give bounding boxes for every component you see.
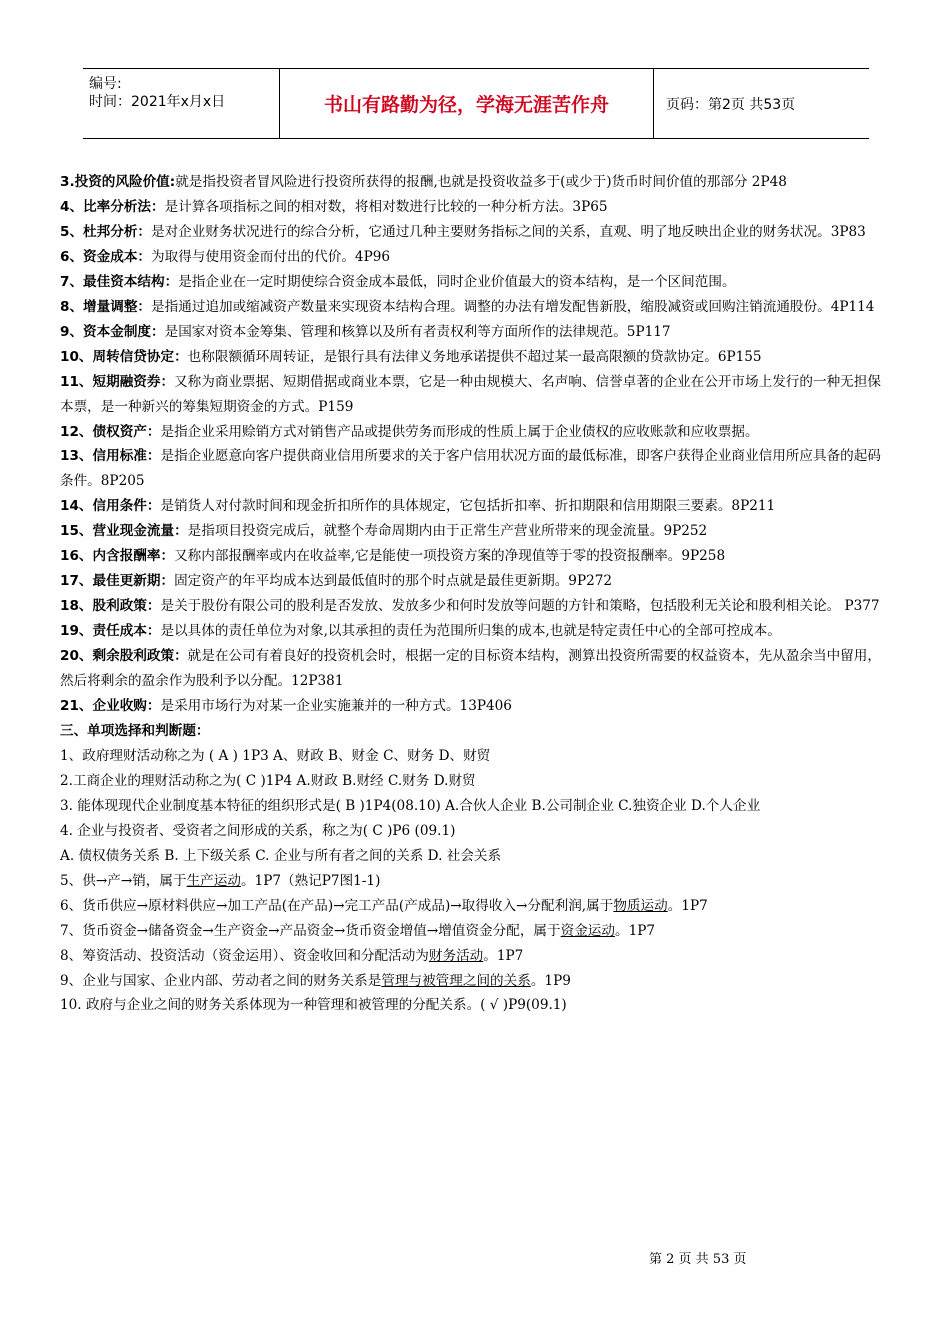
header-motto-cell <box>280 69 654 138</box>
question-1: 1、政府理财活动称之为 ( A ) 1P3 A、财政 B、财金 C、财务 D、财贸 <box>60 747 491 764</box>
term-item <box>60 569 890 594</box>
question-text: 5、供→产→销，属于 <box>60 872 187 889</box>
term-definition: 是指通过追加或缩减资产数量来实现资本结构合理。调整的办法有增发配售新股，缩股减资或回购注销流通股份。4P114 <box>151 298 875 315</box>
term-item <box>60 345 890 370</box>
term-item <box>60 519 890 544</box>
term-title: 9、资本金制度： <box>60 323 165 340</box>
question-2: 2.工商企业的理财活动称之为( C )1P4 A.财政 B.财经 C.财务 D.财贸 <box>60 772 476 789</box>
header-meta <box>83 69 280 138</box>
term-item <box>60 220 890 245</box>
term-item <box>60 270 890 295</box>
question-text: 。1P7（熟记P7图1-1) <box>240 872 381 889</box>
answer-underlined: 管理与被管理之间的关系 <box>381 972 531 989</box>
term-definition: 是关于股份有限公司的股利是否发放、发放多少和何时发放等问题的方针和策略，包括股利无关论和股利相关论。 P377 <box>160 598 880 615</box>
term-title: 13、信用标准： <box>60 448 161 465</box>
question-text: 。1P7 <box>483 947 524 964</box>
term-definition: 是指企业采用赊销方式对销售产品或提供劳务而形成的性质上属于企业债权的应收账款和应收票据。 <box>160 423 759 440</box>
question-5 <box>60 869 890 894</box>
answer-underlined: 财务活动 <box>428 947 484 964</box>
page-header <box>83 68 869 139</box>
term-definition: 是以具体的责任单位为对象,以其承担的责任为范围所归集的成本,也就是特定责任中心的全部可控成本。 <box>160 623 781 640</box>
term-definition: 是指企业愿意向客户提供商业信用所要求的关于客户信用状况方面的最低标准，即客户获得企业商业信用所应具备的起码条件。8P205 <box>60 448 881 490</box>
question-text: 8、筹资活动、投资活动（资金运用）、资金收回和分配活动为 <box>60 947 429 964</box>
question-7 <box>60 919 890 944</box>
term-item <box>60 170 890 195</box>
question-text: 7、货币资金→储备资金→生产资金→产品资金→货币资金增值→增值资金分配，属于 <box>60 922 561 939</box>
question-text: 9、企业与国家、企业内部、劳动者之间的财务关系是 <box>60 972 382 989</box>
term-definition: 又称内部报酬率或内在收益率,它是能使一项投资方案的净现值等于零的投资报酬率。9P258 <box>174 548 726 565</box>
term-title: 7、最佳资本结构： <box>60 273 179 290</box>
header-page-cell <box>654 69 869 138</box>
term-title: 11、短期融资券： <box>60 373 175 390</box>
term-item <box>60 619 890 644</box>
term-title: 14、信用条件： <box>60 498 161 515</box>
term-item <box>60 544 890 569</box>
answer-underlined: 资金运动 <box>560 922 615 939</box>
term-definition: 是计算各项指标之间的相对数，将相对数进行比较的一种分析方法。3P65 <box>164 198 608 215</box>
term-title: 8、增量调整： <box>60 298 152 315</box>
answer-underlined: 物质运动 <box>613 897 668 914</box>
question-4-options: A. 债权债务关系 B. 上下级关系 C. 企业与所有者之间的关系 D. 社会关系 <box>60 847 502 864</box>
question-6 <box>60 894 890 919</box>
question-10: 10. 政府与企业之间的财务关系体现为一种管理和被管理的分配关系。( √ )P9(09.1) <box>60 997 567 1014</box>
term-title: 3.投资的风险价值: <box>60 174 176 190</box>
term-item <box>60 195 890 220</box>
term-item <box>60 320 890 345</box>
term-title: 18、股利政策： <box>60 598 161 615</box>
term-definition: 也称限额循环周转证，是银行具有法律义务地承诺提供不超过某一最高限额的贷款协定。6P155 <box>187 348 762 365</box>
term-item <box>60 644 890 694</box>
term-item <box>60 370 890 420</box>
question-text: 6、货币供应→原材料供应→加工产品(在产品)→完工产品(产成品)→取得收入→分配利润,属于 <box>60 897 614 914</box>
term-definition: 是对企业财务状况进行的综合分析，它通过几种主要财务指标之间的关系，直观、明了地反映出企业的财务状况。3P83 <box>151 223 866 240</box>
term-definition: 是国家对资本金筹集、管理和核算以及所有者责权利等方面所作的法律规范。5P117 <box>164 323 671 340</box>
term-definition: 是指企业在一定时期使综合资金成本最低，同时企业价值最大的资本结构，是一个区间范围。 <box>178 273 736 290</box>
term-title: 16、内含报酬率： <box>60 548 175 565</box>
term-item <box>60 594 890 619</box>
page-footer: 第 2 页 共 53 页 <box>649 1252 747 1267</box>
header-number: 编号: <box>89 76 122 92</box>
term-item <box>60 420 890 445</box>
term-definition: 又称为商业票据、短期借据或商业本票，它是一种由规模大、名声响、信誉卓著的企业在公开市场上发行的一种无担保本票，是一种新兴的筹集短期资金的方式。P159 <box>60 373 881 415</box>
header-page-number: 页码：第2页 共53页 <box>666 96 796 113</box>
term-title: 12、债权资产： <box>60 423 161 440</box>
term-definition: 为取得与使用资金而付出的代价。4P96 <box>151 248 391 265</box>
term-title: 10、周转信贷协定： <box>60 348 188 365</box>
term-definition: 固定资产的年平均成本达到最低值时的那个时点就是最佳更新期。9P272 <box>174 573 613 590</box>
term-title: 17、最佳更新期： <box>60 573 175 590</box>
term-title: 5、杜邦分析： <box>60 223 152 240</box>
answer-underlined: 生产运动 <box>186 872 241 889</box>
section-title: 三、单项选择和判断题： <box>60 722 210 739</box>
term-title: 19、责任成本： <box>60 623 161 640</box>
question-9 <box>60 969 890 994</box>
term-title: 4、比率分析法： <box>60 198 165 215</box>
term-item <box>60 295 890 320</box>
question-8 <box>60 944 890 969</box>
question-text: 。1P7 <box>667 897 708 914</box>
term-definition: 是采用市场行为对某一企业实施兼并的一种方式。13P406 <box>160 698 512 715</box>
term-item <box>60 245 890 270</box>
question-4: 4. 企业与投资者、受资者之间形成的关系，称之为( C )P6 (09.1) <box>60 822 456 839</box>
term-title: 21、企业收购： <box>60 698 161 715</box>
question-text: 。1P7 <box>614 922 656 939</box>
term-item <box>60 494 890 519</box>
term-title: 15、营业现金流量： <box>60 523 188 540</box>
question-3: 3. 能体现现代企业制度基本特征的组织形式是( B )1P4(08.10) A.合伙人企业 B.公司制企业 C.独资企业 D.个人企业 <box>60 797 761 814</box>
term-definition: 就是指投资者冒风险进行投资所获得的报酬,也就是投资收益多于(或少于)货币时间价值的那部分 2P48 <box>175 174 787 190</box>
term-item <box>60 694 890 719</box>
document-body <box>60 170 890 1018</box>
term-definition: 是指项目投资完成后，就整个寿命周期内由于正常生产营业所带来的现金流量。9P252 <box>187 523 708 540</box>
term-definition: 是销货人对付款时间和现金折扣所作的具体规定，它包括折扣率、折扣期限和信用期限三要素。8P211 <box>160 498 776 515</box>
term-title: 6、资金成本： <box>60 248 152 265</box>
header-motto: 书山有路勤为径，学海无涯苦作舟 <box>323 94 609 116</box>
term-item <box>60 444 890 494</box>
term-definition: 就是在公司有着良好的投资机会时，根据一定的目标资本结构，测算出投资所需要的权益资本，先从盈余当中留用，然后将剩余的盈余作为股利予以分配。12P381 <box>60 648 881 690</box>
term-title: 20、剩余股利政策： <box>60 648 188 665</box>
question-text: 。1P9 <box>530 972 571 989</box>
header-time: 时间：2021年x月x日 <box>89 94 226 110</box>
